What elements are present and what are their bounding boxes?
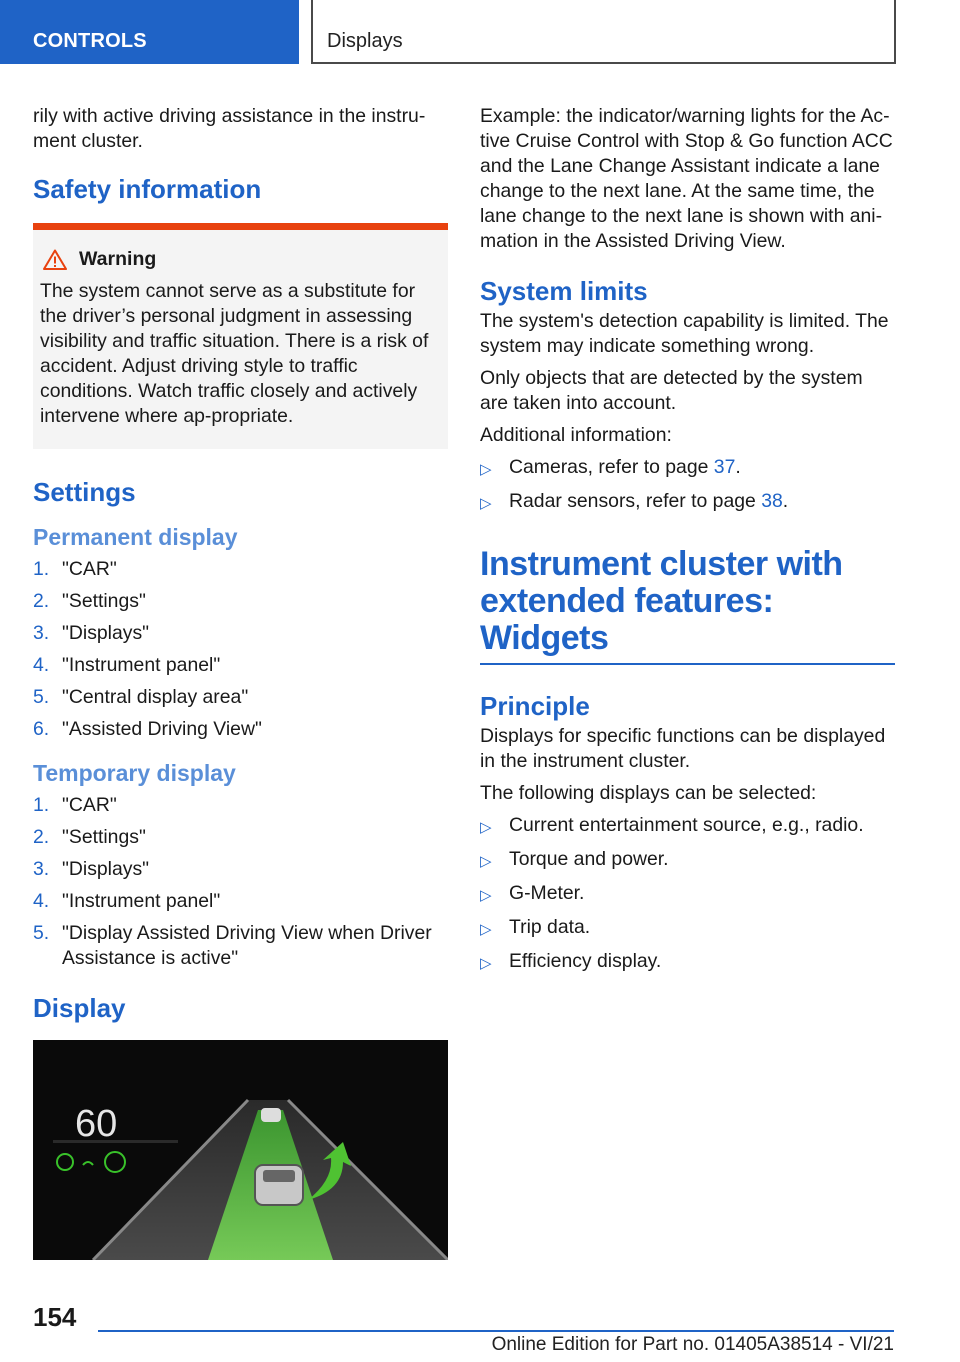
bullet-icon: ▷ — [480, 819, 492, 836]
intro-text: rily with active driving assistance in the instru-ment cluster. — [33, 105, 426, 152]
bullet-icon: ▷ — [480, 461, 492, 478]
list-item — [33, 793, 448, 818]
principle-heading: Principle — [480, 691, 590, 721]
list-item — [480, 813, 895, 840]
widget-item-text: Torque and power. — [509, 848, 669, 870]
list-item — [33, 921, 448, 971]
limits-text-2: Only objects that are detected by the system are taken into account. — [480, 367, 863, 414]
list-item — [480, 489, 895, 516]
list-item — [33, 589, 448, 614]
right-column — [480, 104, 895, 983]
limits-text-1: The system's detection capability is limited. The system may indicate something wrong. — [480, 310, 889, 357]
reference-end: . — [782, 490, 789, 512]
assisted-driving-illustration — [33, 1040, 448, 1260]
display-heading: Display — [33, 993, 126, 1023]
warning-text: The system cannot serve as a substitute for the driver’s personal judgment in assessing visibility and traffic situation. There is a risk of accident. Adjust driving style to traffic conditions. Watch traffic closely and actively intervene where ap-propriate. — [40, 280, 429, 427]
bullet-icon: ▷ — [480, 495, 492, 512]
widget-list — [480, 813, 895, 976]
widget-item-text: Trip data. — [509, 916, 591, 938]
settings-heading: Settings — [33, 477, 136, 507]
step-text: "CAR" — [62, 558, 117, 580]
left-column — [33, 104, 448, 1260]
list-item — [33, 557, 448, 582]
section-tab: CONTROLS — [0, 0, 299, 64]
reference-list — [480, 455, 895, 516]
step-text: "Displays" — [62, 858, 150, 880]
step-number: 3. — [33, 858, 50, 880]
step-number: 2. — [33, 590, 50, 612]
step-number: 1. — [33, 794, 50, 816]
step-text: "Assisted Driving View" — [62, 718, 262, 740]
list-item — [480, 915, 895, 942]
list-item — [33, 685, 448, 710]
example-text: Example: the indicator/warning lights for the Ac-tive Cruise Control with Stop & Go function ACC and the Lane Change Assistant indicate a lane change to the next lane. At the same time, the lane change to the next lane is shown with ani-mation in the Assisted Driving View. — [480, 105, 893, 252]
permanent-steps-list — [33, 557, 448, 742]
reference-label: Cameras, refer to page — [509, 456, 714, 478]
warning-box — [33, 223, 448, 449]
list-item — [480, 847, 895, 874]
step-number: 5. — [33, 686, 50, 708]
list-item — [33, 621, 448, 646]
temporary-steps-list — [33, 793, 448, 971]
permanent-display-heading: Permanent display — [33, 524, 238, 550]
step-number: 4. — [33, 890, 50, 912]
list-item — [480, 455, 895, 482]
step-text: "Settings" — [62, 826, 146, 848]
step-text: "Instrument panel" — [62, 654, 221, 676]
step-number: 2. — [33, 826, 50, 848]
list-item — [33, 889, 448, 914]
safety-heading: Safety information — [33, 174, 262, 204]
chapter-tab: Displays — [311, 0, 896, 64]
reference-text — [509, 455, 741, 482]
system-limits-heading: System limits — [480, 276, 648, 306]
step-number: 1. — [33, 558, 50, 580]
bullet-icon: ▷ — [480, 853, 492, 870]
step-text: "Central display area" — [62, 686, 249, 708]
bullet-icon: ▷ — [480, 887, 492, 904]
list-item — [480, 949, 895, 976]
bullet-icon: ▷ — [480, 921, 492, 938]
step-text: "Instrument panel" — [62, 890, 221, 912]
reference-label: Radar sensors, refer to page — [509, 490, 762, 512]
list-item — [33, 857, 448, 882]
page-link[interactable]: 37 — [713, 456, 736, 478]
reference-text — [509, 489, 788, 516]
speed-readout: 60 — [75, 1103, 118, 1145]
widget-item-text: Current entertainment source, e.g., radio. — [509, 814, 864, 836]
bullet-icon: ▷ — [480, 955, 492, 972]
widget-item-text: Efficiency display. — [509, 950, 662, 972]
step-number: 3. — [33, 622, 50, 644]
temporary-display-heading: Temporary display — [33, 760, 236, 786]
page-link[interactable]: 38 — [761, 490, 783, 512]
list-item — [33, 825, 448, 850]
list-item — [33, 653, 448, 678]
principle-text-2: The following displays can be selected: — [480, 782, 817, 804]
warning-label: Warning — [79, 248, 157, 270]
limits-text-3: Additional information: — [480, 424, 672, 446]
reference-end: . — [735, 456, 741, 478]
widget-item-text: G-Meter. — [509, 882, 585, 904]
warning-triangle-icon — [43, 249, 67, 270]
step-text: "CAR" — [62, 794, 117, 816]
principle-text-1: Displays for specific functions can be displayed in the instrument cluster. — [480, 725, 886, 772]
page-number: 154 — [33, 1302, 77, 1332]
list-item — [33, 717, 448, 742]
warning-title — [43, 248, 442, 271]
step-text: "Displays" — [62, 622, 150, 644]
step-text: "Display Assisted Driving View when Driver Assistance is active" — [62, 922, 432, 969]
list-item — [480, 881, 895, 908]
step-number: 4. — [33, 654, 50, 676]
edition-footer: Online Edition for Part no. 01405A38514 - VI/21 — [98, 1330, 894, 1356]
step-text: "Settings" — [62, 590, 146, 612]
widgets-heading: Instrument cluster with extended features: Widgets — [480, 546, 895, 665]
assisted-driving-view-image — [33, 1040, 448, 1260]
step-number: 6. — [33, 718, 50, 740]
step-number: 5. — [33, 922, 50, 944]
